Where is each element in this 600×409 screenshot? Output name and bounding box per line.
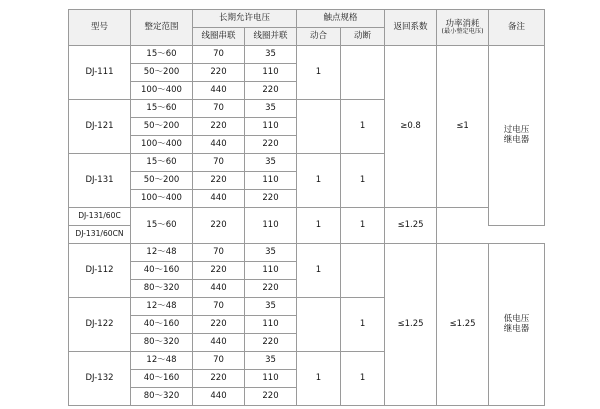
header-power-label: 功率消耗 [445, 18, 480, 29]
model-dj-131: DJ-131 [69, 154, 131, 208]
header-contact-group: 触点规格 [297, 10, 385, 28]
header-model: 型号 [69, 10, 131, 46]
power-upper: ≤1 [437, 46, 489, 208]
contact-close-cell [297, 100, 341, 154]
range-cell: 80～320 [131, 388, 193, 406]
series-voltage-cell: 440 [193, 136, 245, 154]
remark-line-1: 低电压 [503, 314, 530, 325]
remark-line-2: 继电器 [503, 134, 530, 145]
header-voltage-series: 线圈串联 [193, 28, 245, 46]
return-coefficient-lower: ≤1.25 [385, 244, 437, 406]
range-cell: 100～400 [131, 82, 193, 100]
header-range: 整定范围 [131, 10, 193, 46]
series-voltage-cell: 70 [193, 46, 245, 64]
remark-line-2: 继电器 [503, 323, 530, 334]
header-remark: 备注 [489, 10, 545, 46]
contact-open-cell: 1 [341, 352, 385, 406]
series-voltage-cell: 440 [193, 334, 245, 352]
parallel-voltage-cell: 110 [245, 208, 297, 244]
series-voltage-cell: 220 [193, 172, 245, 190]
parallel-voltage-cell: 110 [245, 64, 297, 82]
parallel-voltage-cell: 220 [245, 136, 297, 154]
range-cell: 100～400 [131, 190, 193, 208]
header-voltage-group: 长期允许电压 [193, 10, 297, 28]
table-row [69, 208, 545, 226]
series-voltage-cell: 220 [193, 64, 245, 82]
range-cell: 15～60 [131, 100, 193, 118]
series-voltage-cell: 70 [193, 154, 245, 172]
series-voltage-cell: 70 [193, 298, 245, 316]
header-power-note: (最小整定电压) [441, 27, 484, 35]
range-cell: 12～48 [131, 352, 193, 370]
model-dj-131-60cn: DJ-131/60CN [69, 226, 131, 244]
table-header [69, 10, 545, 46]
range-cell: 15～60 [131, 154, 193, 172]
table-body [69, 46, 545, 406]
header-contact-close: 动合 [297, 28, 341, 46]
series-voltage-cell: 220 [193, 118, 245, 136]
parallel-voltage-cell: 110 [245, 172, 297, 190]
parallel-voltage-cell: 220 [245, 82, 297, 100]
model-dj-122: DJ-122 [69, 298, 131, 352]
contact-open-cell: 1 [341, 298, 385, 352]
parallel-voltage-cell: 110 [245, 316, 297, 334]
model-dj-121: DJ-121 [69, 100, 131, 154]
series-voltage-cell: 440 [193, 190, 245, 208]
parallel-voltage-cell: 220 [245, 280, 297, 298]
contact-close-cell: 1 [297, 208, 341, 244]
parallel-voltage-cell: 110 [245, 262, 297, 280]
range-cell: 80～320 [131, 334, 193, 352]
model-dj-112: DJ-112 [69, 244, 131, 298]
contact-close-cell [297, 298, 341, 352]
table-row [69, 244, 545, 262]
remark-undervoltage [489, 244, 545, 406]
parallel-voltage-cell: 35 [245, 298, 297, 316]
contact-close-cell: 1 [297, 352, 341, 406]
parallel-voltage-cell: 220 [245, 190, 297, 208]
parallel-voltage-cell: 35 [245, 352, 297, 370]
model-dj-131-60c: DJ-131/60C [69, 208, 131, 226]
series-voltage-cell: 70 [193, 100, 245, 118]
series-voltage-cell: 70 [193, 352, 245, 370]
header-return-coefficient: 返回系数 [385, 10, 437, 46]
contact-open-cell: 1 [341, 100, 385, 154]
contact-open-cell [341, 244, 385, 298]
relay-spec-table [68, 9, 545, 406]
power-dj131-60c: ≤1.25 [385, 208, 437, 244]
range-cell: 12～48 [131, 298, 193, 316]
return-coefficient-upper: ≥0.8 [385, 46, 437, 208]
header-power-group [437, 10, 489, 46]
parallel-voltage-cell: 35 [245, 244, 297, 262]
range-cell: 50～200 [131, 64, 193, 82]
series-voltage-cell: 220 [193, 262, 245, 280]
contact-open-cell [341, 46, 385, 100]
range-cell: 12～48 [131, 244, 193, 262]
header-contact-open: 动断 [341, 28, 385, 46]
contact-open-cell: 1 [341, 154, 385, 208]
contact-open-cell: 1 [341, 208, 385, 244]
remark-overvoltage [489, 46, 545, 226]
parallel-voltage-cell: 220 [245, 334, 297, 352]
header-row-1 [69, 10, 545, 28]
series-voltage-cell: 440 [193, 280, 245, 298]
series-voltage-cell: 220 [193, 316, 245, 334]
model-dj-132: DJ-132 [69, 352, 131, 406]
parallel-voltage-cell: 110 [245, 118, 297, 136]
parallel-voltage-cell: 110 [245, 370, 297, 388]
series-voltage-cell: 220 [193, 208, 245, 244]
model-dj-111: DJ-111 [69, 46, 131, 100]
header-voltage-parallel: 线圈并联 [245, 28, 297, 46]
series-voltage-cell: 220 [193, 370, 245, 388]
contact-close-cell: 1 [297, 46, 341, 100]
power-lower: ≤1.25 [437, 244, 489, 406]
document-page [0, 9, 600, 409]
contact-close-cell: 1 [297, 154, 341, 208]
range-cell: 80～320 [131, 280, 193, 298]
range-cell: 40～160 [131, 370, 193, 388]
parallel-voltage-cell: 220 [245, 388, 297, 406]
range-cell: 100～400 [131, 136, 193, 154]
series-voltage-cell: 440 [193, 82, 245, 100]
range-cell: 40～160 [131, 262, 193, 280]
range-cell: 50～200 [131, 118, 193, 136]
parallel-voltage-cell: 35 [245, 100, 297, 118]
range-cell: 50～200 [131, 172, 193, 190]
range-cell: 15～60 [131, 46, 193, 64]
contact-close-cell: 1 [297, 244, 341, 298]
remark-line-1: 过电压 [503, 125, 530, 136]
range-cell: 40～160 [131, 316, 193, 334]
parallel-voltage-cell: 35 [245, 46, 297, 64]
table-row [69, 46, 545, 64]
range-cell: 15～60 [131, 208, 193, 244]
series-voltage-cell: 440 [193, 388, 245, 406]
parallel-voltage-cell: 35 [245, 154, 297, 172]
series-voltage-cell: 70 [193, 244, 245, 262]
